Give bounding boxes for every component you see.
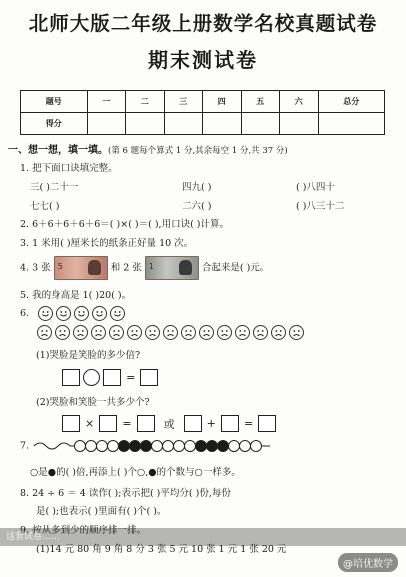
- q4-text-a: 4. 3 张: [20, 262, 51, 274]
- answer-box[interactable]: [184, 415, 202, 432]
- operator-circle[interactable]: [83, 369, 100, 386]
- equals-sign: =: [243, 417, 254, 430]
- score-header-cell: 三: [164, 91, 203, 113]
- score-header-cell: 二: [126, 91, 165, 113]
- q8-line-1: 8. 24 ÷ 6 ＝ 4 读作( );表示把( )平均分( )份,每份: [20, 488, 231, 499]
- white-bead: [75, 441, 86, 452]
- q7-bead-row: [20, 438, 272, 454]
- frown-face-icon: [217, 325, 232, 340]
- frown-faces-group: [37, 327, 307, 338]
- q4-row: [20, 256, 269, 280]
- frown-face-icon: [55, 325, 70, 340]
- black-bead: [130, 441, 141, 452]
- frown-face-icon: [73, 325, 88, 340]
- q2-text: 2. 6＋6＋6＋6＋6＝( )×( )＝( ),用口诀( )计算。: [20, 219, 230, 230]
- q6-sub1-text: (1)哭脸是笑脸的多少倍?: [36, 350, 141, 361]
- q1-text: 1. 把下面口诀填完整。: [20, 163, 118, 174]
- white-bead: [108, 441, 119, 452]
- q9-text: 9. 按从多到少的顺序排一排。: [20, 525, 147, 536]
- score-header-cell: 总分: [318, 91, 385, 113]
- q9-items: (1)14 元 80 角 9 角 8 分 3 张 5 元 10 张 1 元 1 张 20 元: [36, 544, 287, 555]
- section-1-heading: 一、想一想，填一填。: [8, 145, 108, 156]
- q5-text: 5. 我的身高是 1( )20( )。: [20, 290, 132, 301]
- white-bead: [97, 441, 108, 452]
- q6-sub1-equation: [62, 369, 158, 386]
- white-bead: [185, 441, 196, 452]
- q1-item: 四九( ): [182, 182, 212, 193]
- score-header-cell: 六: [280, 91, 319, 113]
- banknote-5-yuan-image: 5: [54, 256, 108, 280]
- frown-face-icon: [145, 325, 160, 340]
- smiley-faces-group: [38, 308, 128, 319]
- frown-face-icon: [163, 325, 178, 340]
- white-bead: [240, 441, 251, 452]
- smiley-face-icon: [92, 306, 107, 321]
- q7-text: ○是●的( )倍,再添上( )个○,●的个数与○一样多。: [30, 467, 241, 478]
- answer-box[interactable]: [103, 369, 121, 386]
- times-sign: ×: [85, 417, 95, 430]
- equals-sign: =: [126, 371, 136, 384]
- q1-item: 二六( ): [182, 201, 212, 212]
- section-1-header: [8, 141, 288, 156]
- score-cell[interactable]: [126, 113, 165, 135]
- q4-text-b: 和 2 张: [110, 262, 142, 274]
- smiley-face-icon: [56, 306, 71, 321]
- score-header-cell: 四: [203, 91, 242, 113]
- plus-sign: +: [206, 417, 216, 430]
- or-text: 或: [163, 417, 175, 431]
- score-cell[interactable]: [241, 113, 280, 135]
- q1-item: 七七( ): [30, 201, 60, 212]
- smiley-face-icon: [110, 306, 125, 321]
- beads-group: [75, 441, 262, 452]
- answer-box[interactable]: [221, 415, 239, 432]
- answer-box[interactable]: [62, 415, 80, 432]
- q8-line-2: 是( );也表示( )里面有( )个( )。: [36, 506, 167, 517]
- frown-face-icon: [253, 325, 268, 340]
- black-bead: [141, 441, 152, 452]
- white-bead: [251, 441, 262, 452]
- black-bead: [207, 441, 218, 452]
- q6-number: 6.: [20, 308, 30, 319]
- white-bead: [152, 441, 163, 452]
- smiley-face-icon: [74, 306, 89, 321]
- q3-text: 3. 1 米用( )厘米长的纸条正好量 10 次。: [20, 238, 194, 249]
- black-bead: [119, 441, 130, 452]
- score-cell[interactable]: [164, 113, 203, 135]
- answer-box[interactable]: [140, 369, 158, 386]
- score-table: [20, 90, 385, 135]
- answer-box[interactable]: [99, 415, 117, 432]
- frown-face-icon: [271, 325, 286, 340]
- answer-box[interactable]: [62, 369, 80, 386]
- score-row-label: 得分: [21, 113, 88, 135]
- banknote-1-yuan-image: 1: [145, 256, 199, 280]
- q6-sub2-text: (2)哭脸和笑脸一共多少个?: [36, 397, 150, 408]
- string-curl: [34, 443, 70, 449]
- white-bead: [229, 441, 240, 452]
- frown-face-icon: [181, 325, 196, 340]
- q6-smiley-row: [20, 306, 128, 321]
- frown-face-icon: [127, 325, 142, 340]
- q1-item: ( )八三十二: [296, 201, 345, 212]
- frown-face-icon: [109, 325, 124, 340]
- score-header-cell: 一: [87, 91, 126, 113]
- answer-box[interactable]: [137, 415, 155, 432]
- account-logo: @培优数学: [338, 553, 398, 572]
- smiley-face-icon: [38, 306, 53, 321]
- score-cell[interactable]: [318, 113, 385, 135]
- q1-item: ( )八四十: [296, 182, 335, 193]
- white-bead: [163, 441, 174, 452]
- frown-face-icon: [289, 325, 304, 340]
- frown-face-icon: [199, 325, 214, 340]
- page-subtitle: 期末测试卷: [148, 48, 258, 72]
- q1-item: 三( )二十一: [30, 182, 79, 193]
- frown-face-icon: [91, 325, 106, 340]
- answer-box[interactable]: [258, 415, 276, 432]
- frown-face-icon: [235, 325, 250, 340]
- equals-sign: =: [122, 417, 132, 430]
- score-header-cell: 题号: [21, 91, 88, 113]
- frown-face-icon: [37, 325, 52, 340]
- score-cell[interactable]: [280, 113, 319, 135]
- white-bead: [174, 441, 185, 452]
- score-cell[interactable]: [87, 113, 126, 135]
- score-table-header-row: [21, 91, 385, 113]
- black-bead: [196, 441, 207, 452]
- score-cell[interactable]: [203, 113, 242, 135]
- q7-number: 7.: [20, 440, 30, 452]
- q4-text-c: 合起来是( )元。: [201, 262, 270, 274]
- score-header-cell: 五: [241, 91, 280, 113]
- page-title: 北师大版二年级上册数学名校真题试卷: [28, 12, 378, 35]
- bead-string-diagram: [32, 438, 272, 454]
- q6-sub2-equations: [62, 415, 276, 432]
- q6-frown-row: [37, 325, 307, 340]
- black-bead: [218, 441, 229, 452]
- white-bead: [86, 441, 97, 452]
- section-1-note: (第 6 题每个算式 1 分,其余每空 1 分,共 37 分): [108, 146, 288, 156]
- score-table-score-row: [21, 113, 385, 135]
- caption-overlay: 这套试卷……: [0, 528, 406, 546]
